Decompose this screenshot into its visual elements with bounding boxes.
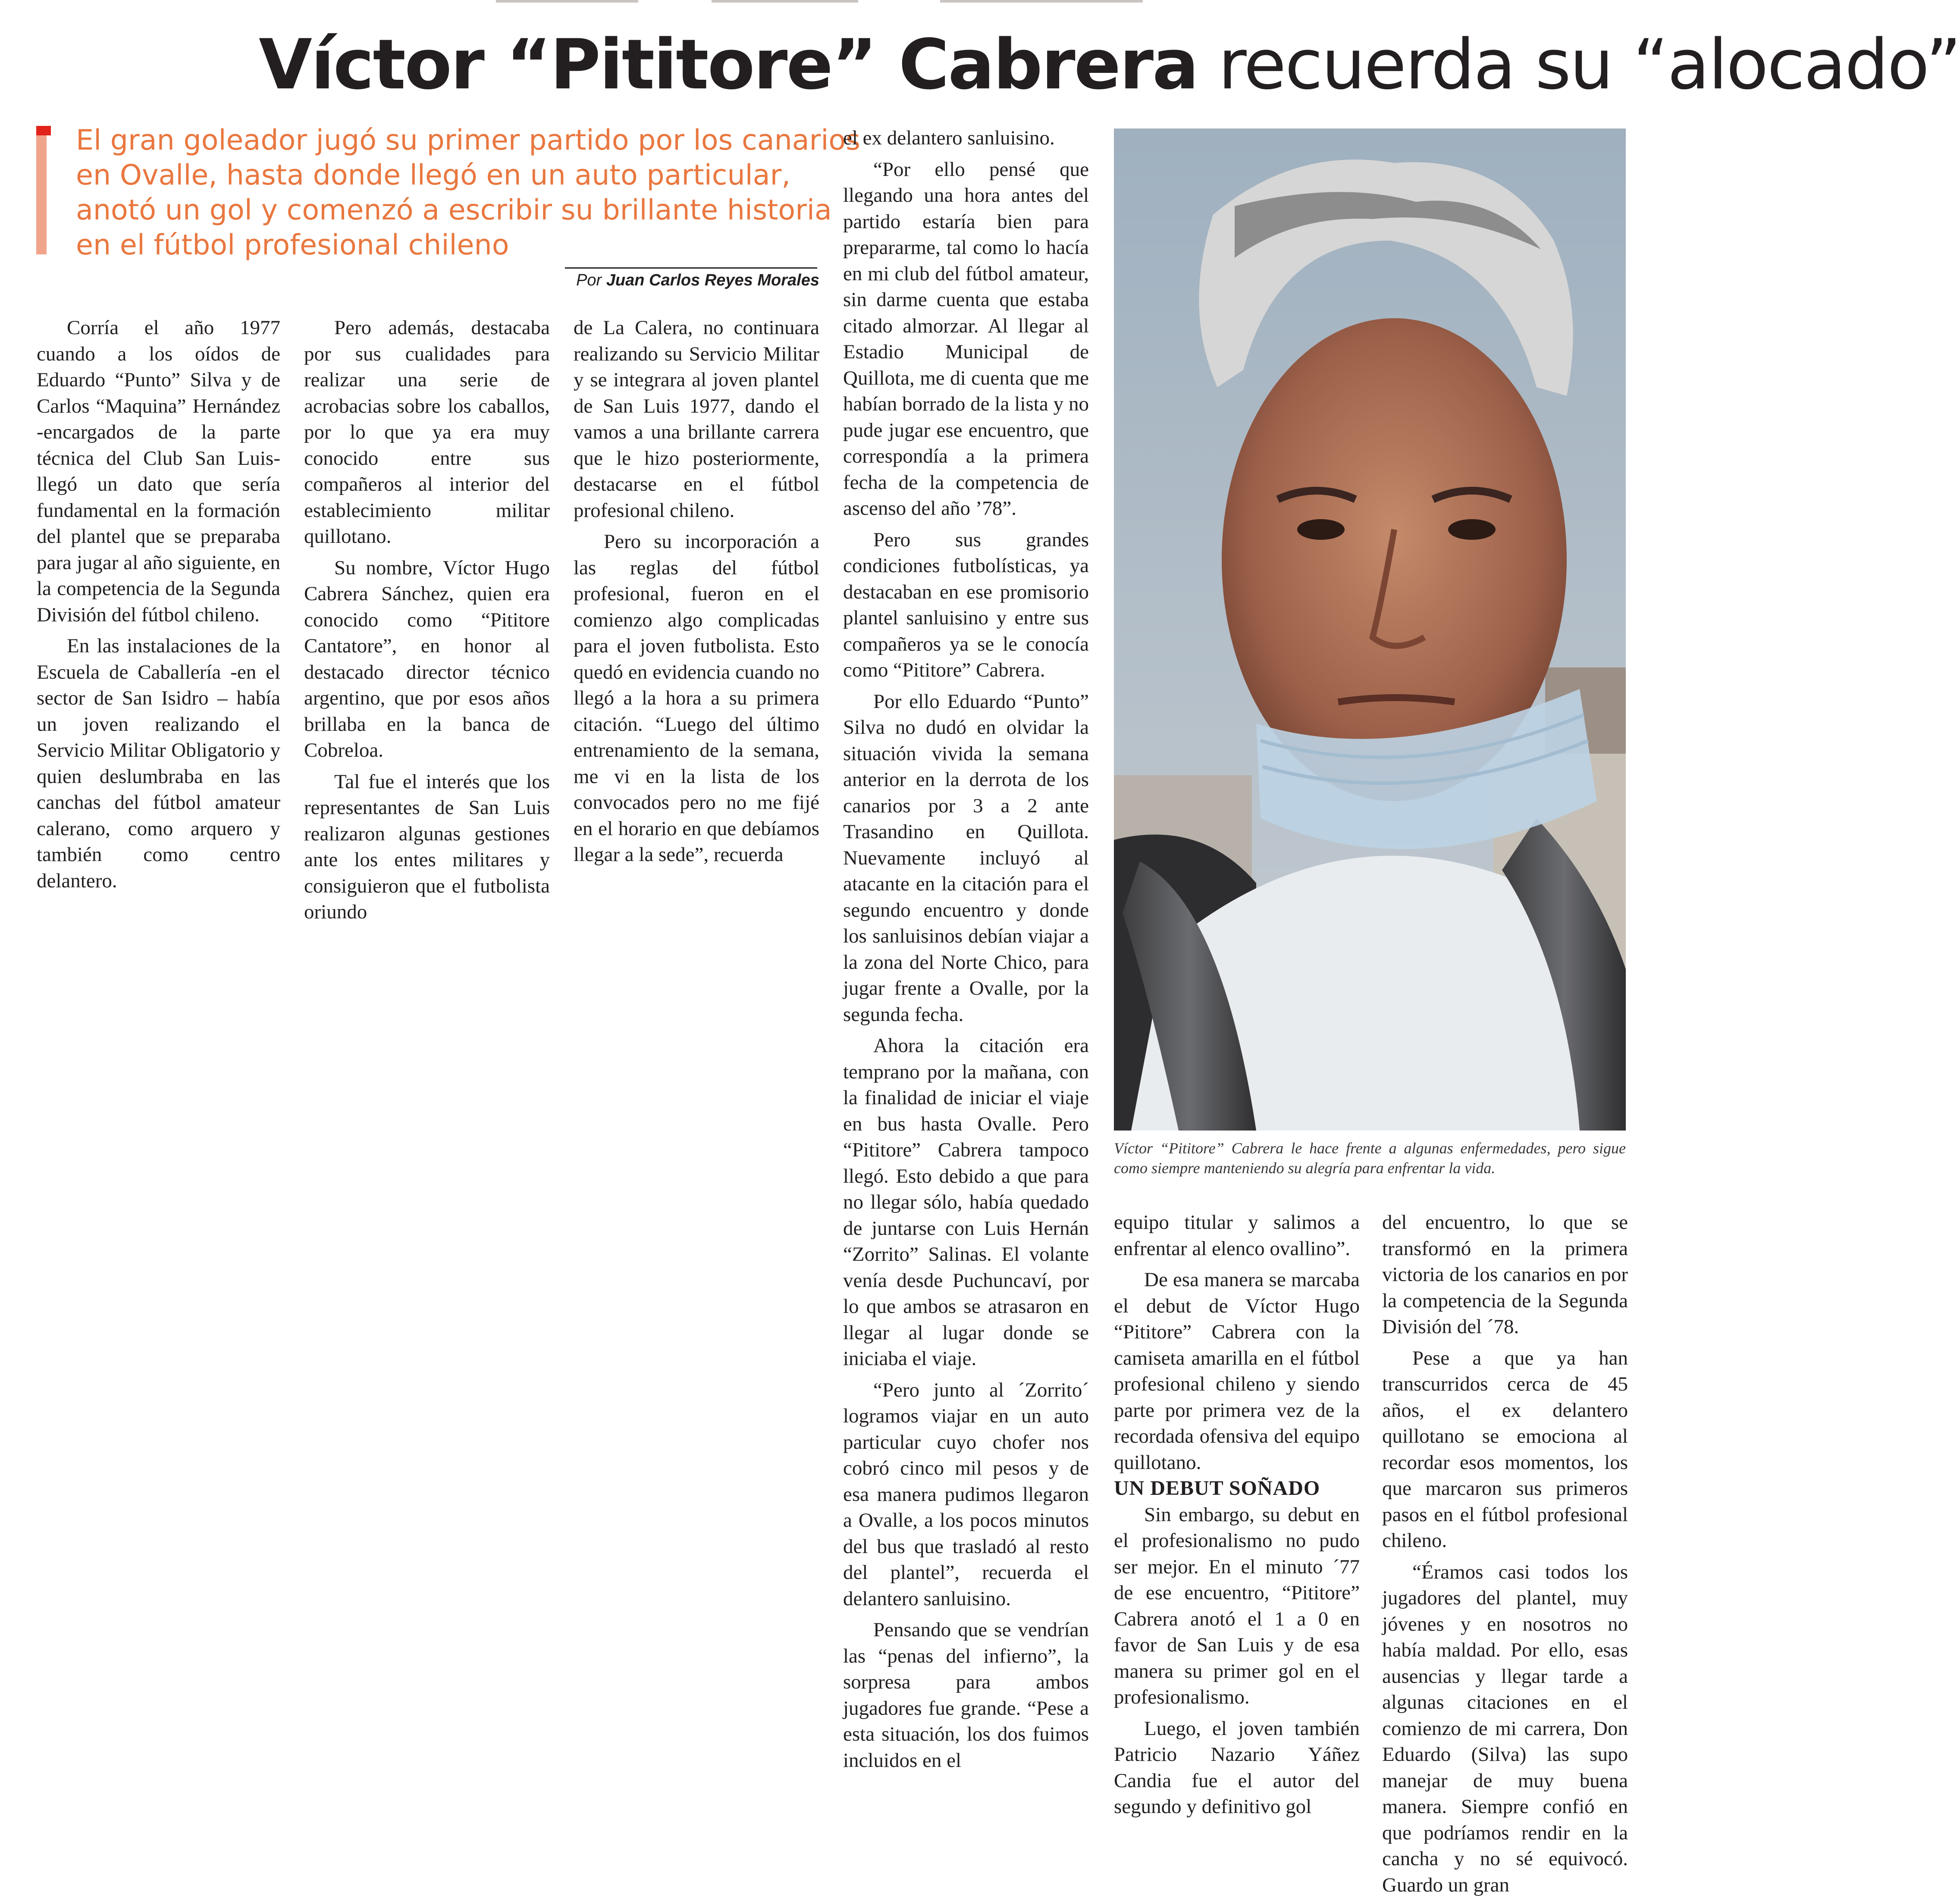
paragraph: Por ello Eduardo “Punto” Silva no dudó en olvidar la situación vivida la semana anterior en la derrota de los canarios por 3 a 2 ante Trasandino en Quillota. Nuevamente incluyó al atacante en la citación para el segundo encuentro y donde los sanluisinos debían viajar a la zona del Norte Chico, para jugar frente a Ovalle, por la segunda fecha. — [843, 689, 1089, 1028]
paragraph: “Pero junto al ´Zorrito´ logramos viajar en un auto particular cuyo chofer nos cobró cinco mil pesos y de esa manera pudimos llegaron a Ovalle, a los pocos minutos del bus que trasladó al resto del plantel”, recuerda el delantero sanluisino. — [843, 1377, 1089, 1612]
paragraph: Pero sus grandes condiciones futbolísticas, ya destacaban en ese promisorio plantel sanluisino y entre sus compañeros ya se le conocía como “Pititore” Cabrera. — [843, 527, 1089, 683]
deck-bar — [36, 129, 47, 254]
body-column-1 — [37, 315, 280, 894]
paragraph: Luego, el joven también Patricio Nazario Yáñez Candia fue el autor del segundo y definitivo gol — [1114, 1716, 1360, 1820]
subhead: UN DEBUT SOÑADO — [1114, 1475, 1360, 1502]
col5-bottom — [1114, 1502, 1360, 1820]
portrait-illustration — [1114, 128, 1626, 1131]
paragraph: del encuentro, lo que se transformó en la primera victoria de los canarios en por la competencia de la Segunda División del ´78. — [1382, 1209, 1628, 1340]
paragraph: Ahora la citación era temprano por la mañana, con la finalidad de iniciar el viaje en bus hasta Ovalle. Pero “Pititore” Cabrera tampoco llegó. Esto debido a que para no llegar sólo, había quedado de juntarse con Luis Hernán “Zorrito” Salinas. El volante venía desde Puchuncaví, por lo que ambos se atrasaron en llegar al lugar donde se iniciaba el viaje. — [843, 1033, 1089, 1372]
headline-rest: recuerda su “alocado” — [1218, 24, 1960, 105]
paragraph: Pese a que ya han transcurridos cerca de 45 años, el ex delantero quillotano se emociona al recordar esos momentos, los que marcaron sus primeros pasos en el fútbol profesional chileno. — [1382, 1345, 1628, 1554]
byline-rule — [565, 267, 817, 269]
paragraph: el ex delantero sanluisino. — [843, 125, 1089, 151]
byline-prefix: Por — [576, 271, 602, 289]
paragraph: De esa manera se marcaba el debut de Víctor Hugo “Pititore” Cabrera con la camiseta amarilla en el fútbol profesional chileno y siendo parte por primera vez de la recordada ofensiva del equipo quillotano. — [1114, 1267, 1360, 1475]
paragraph: En las instalaciones de la Escuela de Caballería -en el sector de San Isidro – había un joven realizando el Servicio Militar Obligatorio y quien deslumbraba en las canchas del fútbol amateur calerano, como arquero y también como centro delantero. — [37, 633, 280, 894]
body-column-2 — [304, 315, 550, 925]
deck-line: en Ovalle, hasta donde llegó en un auto particular, — [76, 158, 826, 193]
paragraph: Pensando que se vendrían las “penas del infierno”, la sorpresa para ambos jugadores fue grande. “Pese a esta situación, los dos fuimos incluidos en el — [843, 1617, 1089, 1773]
body-column-6 — [1382, 1209, 1628, 1898]
paragraph: Corría el año 1977 cuando a los oídos de Eduardo “Punto” Silva y de Carlos “Maquina” Hernández -encargados de la parte técnica del Club San Luis- llegó un dato que sería fundamental en la formación del plantel que se preparaba para jugar al año siguiente, en la competencia de la Segunda División del fútbol chileno. — [37, 315, 280, 628]
top-rule — [496, 0, 1143, 3]
deck-line: anotó un gol y comenzó a escribir su brillante historia — [76, 193, 826, 228]
photo-caption: Víctor “Pititore” Cabrera le hace frente a algunas enfermedades, pero sigue como siempre manteniendo su alegría para enfrentar la vida. — [1114, 1138, 1626, 1178]
paragraph: Su nombre, Víctor Hugo Cabrera Sánchez, quien era conocido como “Pititore Cantatore”, en honor al destacado director técnico argentino, que por esos años brillaba en la banca de Cobreloa. — [304, 555, 550, 764]
headline — [259, 26, 1639, 103]
headline-bold: Víctor “Pititore” Cabrera — [259, 24, 1198, 105]
col5-top — [1114, 1209, 1360, 1475]
portrait-photo — [1114, 128, 1626, 1131]
deck-line: El gran goleador jugó su primer partido por los canarios — [76, 123, 826, 158]
paragraph: “Por ello pensé que llegando una hora antes del partido estaría bien para prepararme, tal como lo hacía en mi club del fútbol amateur, sin darme cuenta que estaba citado almorzar. Al llegar al Estadio Municipal de Quillota, me di cuenta que me habían borrado de la lista y no pude jugar ese encuentro, que correspondía a la primera fecha de la competencia de ascenso del año ’78”. — [843, 157, 1089, 522]
deck-bar-accent — [36, 126, 51, 135]
byline — [561, 270, 819, 291]
paragraph: Sin embargo, su debut en el profesionalismo no pudo ser mejor. En el minuto ´77 de ese encuentro, “Pititore” Cabrera anotó el 1 a 0 en favor de San Luis y de esa manera su primer gol en el profesionalismo. — [1114, 1502, 1360, 1710]
body-column-3 — [574, 315, 819, 868]
deck — [76, 123, 826, 263]
body-column-4 — [843, 125, 1089, 1773]
body-column-5 — [1114, 1209, 1360, 1820]
paragraph: equipo titular y salimos a enfrentar al elenco ovallino”. — [1114, 1209, 1360, 1262]
paragraph: Pero además, destacaba por sus cualidades para realizar una serie de acrobacias sobre los caballos, por lo que ya era muy conocido entre sus compañeros al interior del establecimiento militar quillotano. — [304, 315, 550, 550]
paragraph: Tal fue el interés que los representantes de San Luis realizaron algunas gestiones ante los entes militares y consiguieron que el futbolista oriundo — [304, 769, 550, 925]
deck-line: en el fútbol profesional chileno — [76, 228, 826, 263]
paragraph: de La Calera, no continuara realizando su Servicio Militar y se integrara al joven plantel de San Luis 1977, dando el vamos a una brillante carrera que le hizo posteriormente, destacarse en el fútbol profesional chileno. — [574, 315, 819, 523]
byline-author: Juan Carlos Reyes Morales — [606, 271, 819, 289]
paragraph: Pero su incorporación a las reglas del fútbol profesional, fueron en el comienzo algo complicadas para el joven futbolista. Esto quedó en evidencia cuando no llegó a la hora a su primera citación. “Luego del último entrenamiento de la semana, me vi en la lista de los convocados pero no me fijé en el horario en que debíamos llegar a la sede”, recuerda — [574, 529, 819, 868]
paragraph: “Éramos casi todos los jugadores del plantel, muy jóvenes y en nosotros no había maldad. Por ello, esas ausencias y llegar tarde a algunas citaciones en el comienzo de mi carrera, Don Eduardo (Silva) las supo manejar de muy buena manera. Siempre confió en que podríamos rendir en la cancha y no sé equivocó. Guardo un gran — [1382, 1559, 1628, 1898]
